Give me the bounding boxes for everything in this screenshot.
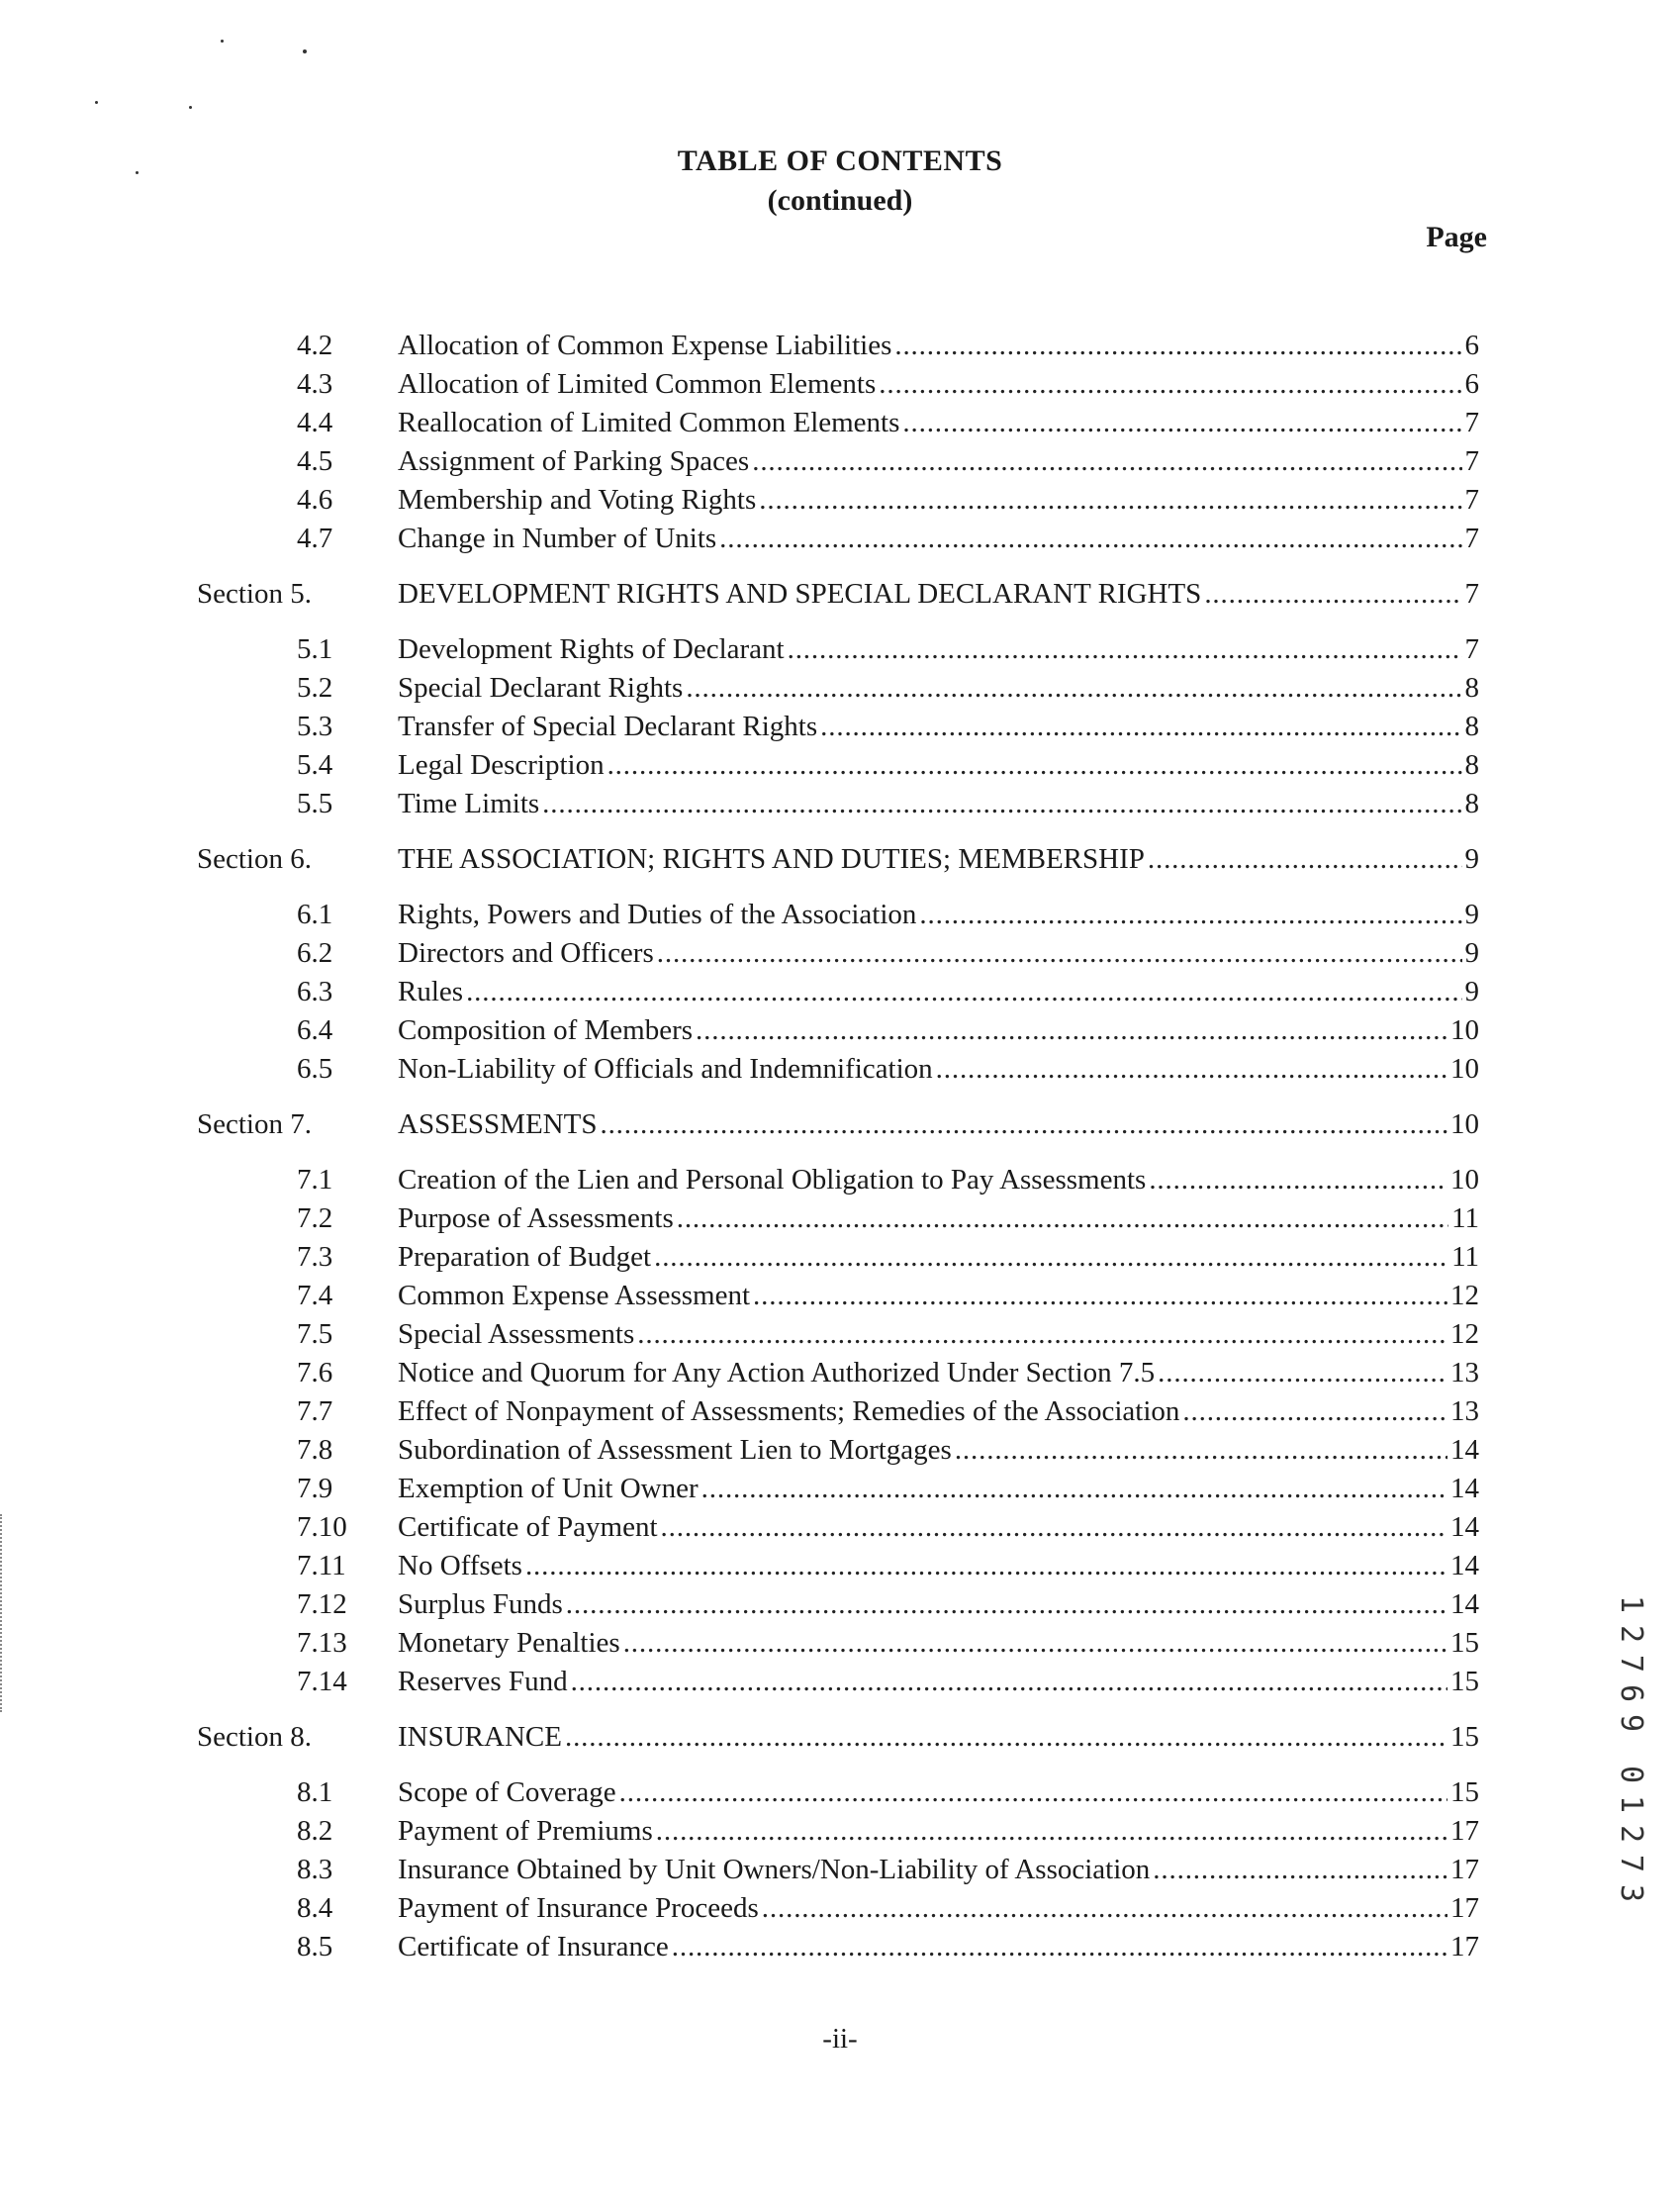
- page-number: -ii-: [822, 2023, 858, 2055]
- toc-entry-page: 7: [1464, 633, 1479, 665]
- dot-leader: [677, 1199, 1448, 1237]
- dot-leader: [661, 1508, 1447, 1546]
- toc-entry: [398, 1889, 1479, 1927]
- toc-entry-page: 15: [1450, 1776, 1479, 1808]
- dot-leader: [753, 1277, 1447, 1314]
- toc-entry-title: Common Expense Assessment: [398, 1280, 751, 1311]
- dot-leader: [525, 1547, 1447, 1584]
- toc-entry-page: 8: [1464, 788, 1479, 819]
- toc-entry-number: 5.1: [297, 633, 333, 665]
- toc-entry-page: 11: [1451, 1241, 1479, 1273]
- toc-entry-number: 6.1: [297, 899, 333, 930]
- toc-entry-title: Payment of Premiums: [398, 1815, 653, 1847]
- toc-entry-row: [0, 1431, 1680, 1469]
- toc-entry-row: [0, 1928, 1680, 1965]
- toc-entry: [398, 404, 1479, 441]
- toc-entry: [398, 1199, 1479, 1237]
- toc-entry-row: [0, 1315, 1680, 1353]
- toc-entry: [398, 327, 1479, 364]
- dot-leader: [762, 1889, 1447, 1927]
- dot-leader: [607, 746, 1462, 784]
- toc-entry-title: Allocation of Limited Common Elements: [398, 368, 877, 400]
- dot-leader: [565, 1718, 1447, 1756]
- toc-entry-page: 9: [1464, 899, 1479, 930]
- toc-entry: [398, 840, 1479, 878]
- margin-stamp: [1611, 1589, 1650, 1930]
- dot-leader: [1158, 1354, 1447, 1391]
- margin-stamp-digit: 1: [1614, 1594, 1648, 1614]
- toc-entry-row: [0, 1889, 1680, 1927]
- toc-entry-title: No Offsets: [398, 1550, 522, 1581]
- toc-entry-page: 15: [1450, 1721, 1479, 1753]
- dot-leader: [894, 327, 1461, 364]
- toc-entry-page: 15: [1450, 1666, 1479, 1697]
- toc-entry-row: [0, 520, 1680, 557]
- toc-entry-page: 13: [1450, 1395, 1479, 1427]
- toc-entry: [398, 1161, 1479, 1198]
- dot-leader: [1182, 1392, 1447, 1430]
- dot-leader: [759, 481, 1461, 519]
- toc-entry-row: [0, 896, 1680, 933]
- toc-entry-number: 4.6: [297, 484, 333, 516]
- toc-entry-number: 7.12: [297, 1588, 347, 1620]
- toc-entry: [398, 1585, 1479, 1623]
- margin-stamp-digit: 7: [1614, 1654, 1648, 1674]
- toc-entry: [398, 481, 1479, 519]
- toc-entry-number: 4.4: [297, 407, 333, 438]
- toc-entry-page: 7: [1464, 445, 1479, 477]
- toc-entry-row: [0, 934, 1680, 972]
- toc-section-row: [0, 1718, 1680, 1756]
- toc-entry-page: 8: [1464, 711, 1479, 742]
- toc-entry-number: 8.5: [297, 1931, 333, 1962]
- dot-leader: [820, 708, 1461, 745]
- toc-entry: [398, 1431, 1479, 1469]
- toc-entry: [398, 442, 1479, 480]
- toc-entry-title: Membership and Voting Rights: [398, 484, 757, 516]
- toc-entry-title: Monetary Penalties: [398, 1627, 620, 1659]
- toc-entry-page: 14: [1450, 1588, 1479, 1620]
- toc-entry: [398, 896, 1479, 933]
- toc-entry-title: Exemption of Unit Owner: [398, 1473, 699, 1504]
- toc-entry-title: Certificate of Payment: [398, 1511, 658, 1543]
- toc-entry-number: 7.3: [297, 1241, 333, 1273]
- toc-entry-title: Assignment of Parking Spaces: [398, 445, 750, 477]
- toc-entry-number: 7.6: [297, 1357, 333, 1388]
- toc-entry: [398, 708, 1479, 745]
- dot-leader: [936, 1050, 1447, 1088]
- toc-entry-number: 7.5: [297, 1318, 333, 1350]
- toc-entry-number: 6.5: [297, 1053, 333, 1085]
- toc-entry-title: Time Limits: [398, 788, 540, 819]
- toc-entry-title: Creation of the Lien and Personal Obligation to Pay Assessments: [398, 1164, 1147, 1196]
- dot-leader: [542, 785, 1461, 822]
- toc-entry-title: Certificate of Insurance: [398, 1931, 669, 1962]
- dot-leader: [719, 520, 1461, 557]
- toc-entry-row: [0, 1508, 1680, 1546]
- toc-entry-row: [0, 1624, 1680, 1662]
- toc-entry-number: 7.2: [297, 1202, 333, 1234]
- toc-entry-page: 8: [1464, 672, 1479, 704]
- toc-entry-row: [0, 785, 1680, 822]
- dot-leader: [566, 1585, 1447, 1623]
- dot-leader: [623, 1624, 1447, 1662]
- toc-entry-row: [0, 1812, 1680, 1850]
- margin-stamp-digit: 2: [1614, 1624, 1648, 1644]
- toc-entry: [398, 1812, 1479, 1850]
- toc-entry-number: 8.4: [297, 1892, 333, 1924]
- dot-leader: [902, 404, 1461, 441]
- toc-entry-number: 4.3: [297, 368, 333, 400]
- dot-leader: [1149, 1161, 1447, 1198]
- toc-entry-title: Allocation of Common Expense Liabilities: [398, 330, 892, 361]
- toc-entry-title: Surplus Funds: [398, 1588, 563, 1620]
- toc-entry-page: 14: [1450, 1473, 1479, 1504]
- toc-section-row: [0, 575, 1680, 613]
- toc-entry-title: Non-Liability of Officials and Indemnification: [398, 1053, 933, 1085]
- toc-entry-number: Section 5.: [197, 578, 312, 610]
- toc-entry-row: [0, 1011, 1680, 1049]
- toc-entry-page: 10: [1450, 1108, 1479, 1140]
- toc-entry-page: 13: [1450, 1357, 1479, 1388]
- toc-entry-page: 7: [1464, 407, 1479, 438]
- dot-leader: [637, 1315, 1447, 1353]
- toc-entry-number: 7.14: [297, 1666, 347, 1697]
- dot-leader: [1153, 1851, 1447, 1888]
- toc-entry-number: 8.2: [297, 1815, 333, 1847]
- dot-leader: [672, 1928, 1447, 1965]
- margin-stamp-digit: 6: [1614, 1683, 1648, 1703]
- dot-leader: [752, 442, 1461, 480]
- toc-entry-row: [0, 1354, 1680, 1391]
- toc-section-row: [0, 840, 1680, 878]
- toc-entry-title: Purpose of Assessments: [398, 1202, 674, 1234]
- toc-entry-page: 14: [1450, 1511, 1479, 1543]
- toc-entry: [398, 1718, 1479, 1756]
- toc-entry-number: Section 8.: [197, 1721, 312, 1753]
- toc-entry-number: 8.3: [297, 1854, 333, 1885]
- dot-leader: [701, 1470, 1447, 1507]
- toc-entry-title: Directors and Officers: [398, 937, 654, 969]
- toc-entry-row: [0, 708, 1680, 745]
- toc-entry-number: 4.5: [297, 445, 333, 477]
- toc-entry-title: Payment of Insurance Proceeds: [398, 1892, 759, 1924]
- toc-entry-page: 9: [1464, 937, 1479, 969]
- toc-entry-row: [0, 1585, 1680, 1623]
- toc-entry-row: [0, 442, 1680, 480]
- toc-entry-title: Insurance Obtained by Unit Owners/Non-Liability of Association: [398, 1854, 1151, 1885]
- toc-entry-number: 4.2: [297, 330, 333, 361]
- toc-entry-row: [0, 327, 1680, 364]
- toc-section-row: [0, 1105, 1680, 1143]
- toc-entry-page: 11: [1451, 1202, 1479, 1234]
- toc-entry-row: [0, 669, 1680, 707]
- toc-entry: [398, 1624, 1479, 1662]
- toc-entry: [398, 630, 1479, 668]
- toc-entry-row: [0, 1161, 1680, 1198]
- toc-entry-number: 7.4: [297, 1280, 333, 1311]
- toc-entry-page: 10: [1450, 1053, 1479, 1085]
- toc-entry: [398, 365, 1479, 403]
- toc-entry: [398, 973, 1479, 1010]
- toc-entry-number: 5.2: [297, 672, 333, 704]
- toc-entry: [398, 1663, 1479, 1700]
- toc-entry-page: 6: [1464, 330, 1479, 361]
- toc-entry: [398, 785, 1479, 822]
- toc-entry-row: [0, 1050, 1680, 1088]
- toc-entry-title: Change in Number of Units: [398, 523, 717, 554]
- toc-entry-row: [0, 630, 1680, 668]
- toc-entry-row: [0, 973, 1680, 1010]
- toc-entry-page: 12: [1450, 1280, 1479, 1311]
- toc-entry-row: [0, 1663, 1680, 1700]
- toc-entry-page: 17: [1450, 1931, 1479, 1962]
- toc-entry: [398, 1508, 1479, 1546]
- toc-entry-number: 7.13: [297, 1627, 347, 1659]
- toc-entry-row: [0, 481, 1680, 519]
- toc-entry-title: Reserves Fund: [398, 1666, 568, 1697]
- toc-entry-row: [0, 1470, 1680, 1507]
- dot-leader: [656, 1812, 1447, 1850]
- margin-stamp-digit: 7: [1614, 1854, 1648, 1873]
- margin-stamp-digit: 1: [1614, 1794, 1648, 1814]
- toc-entry-page: 8: [1464, 749, 1479, 781]
- toc-entry-title: Rights, Powers and Duties of the Association: [398, 899, 917, 930]
- toc-entry-title: ASSESSMENTS: [398, 1108, 598, 1140]
- dot-leader: [919, 896, 1461, 933]
- toc-entry: [398, 575, 1479, 613]
- toc-entry-number: 7.10: [297, 1511, 347, 1543]
- toc-entry: [398, 1011, 1479, 1049]
- margin-stamp-digit: 0: [1614, 1765, 1648, 1784]
- margin-stamp-group: [1611, 1760, 1650, 1908]
- dot-leader: [657, 934, 1462, 972]
- toc-entry-page: 12: [1450, 1318, 1479, 1350]
- dot-leader: [686, 669, 1461, 707]
- toc-entry-row: [0, 1199, 1680, 1237]
- dot-leader: [654, 1238, 1448, 1276]
- toc-entry-title: Preparation of Budget: [398, 1241, 652, 1273]
- toc-entry-number: 7.7: [297, 1395, 333, 1427]
- toc-entry-title: Reallocation of Limited Common Elements: [398, 407, 900, 438]
- dot-leader: [571, 1663, 1447, 1700]
- toc-entry-title: THE ASSOCIATION; RIGHTS AND DUTIES; MEMBERSHIP: [398, 843, 1145, 875]
- toc-entry-row: [0, 1547, 1680, 1584]
- toc-entry-row: [0, 1851, 1680, 1888]
- toc-entry-number: 5.5: [297, 788, 333, 819]
- toc-entry-page: 7: [1464, 523, 1479, 554]
- toc-entry-row: [0, 1277, 1680, 1314]
- dot-leader: [788, 630, 1462, 668]
- toc-entry-row: [0, 365, 1680, 403]
- toc-entry: [398, 1238, 1479, 1276]
- toc-entry-number: 8.1: [297, 1776, 333, 1808]
- toc-subtitle: (continued): [767, 184, 913, 217]
- dot-leader: [1148, 840, 1462, 878]
- toc-entry: [398, 520, 1479, 557]
- toc-entry: [398, 1547, 1479, 1584]
- toc-entry-page: 17: [1450, 1892, 1479, 1924]
- toc-entry-number: 6.2: [297, 937, 333, 969]
- toc-entry-row: [0, 746, 1680, 784]
- toc-entry: [398, 1105, 1479, 1143]
- margin-stamp-group: [1611, 1589, 1650, 1738]
- toc-entry-title: Scope of Coverage: [398, 1776, 616, 1808]
- toc-entry-row: [0, 1773, 1680, 1811]
- toc-entry-page: 9: [1464, 976, 1479, 1007]
- toc-title: TABLE OF CONTENTS: [677, 144, 1003, 177]
- toc-entry: [398, 746, 1479, 784]
- toc-entry-title: Special Declarant Rights: [398, 672, 684, 704]
- toc-entry-page: 9: [1464, 843, 1479, 875]
- margin-stamp-digit: 3: [1614, 1883, 1648, 1903]
- toc-entry-row: [0, 1238, 1680, 1276]
- toc-entry-title: Rules: [398, 976, 464, 1007]
- toc-entry: [398, 1470, 1479, 1507]
- toc-entry: [398, 669, 1479, 707]
- dot-leader: [955, 1431, 1447, 1469]
- toc-entry-page: 10: [1450, 1014, 1479, 1046]
- toc-entry-page: 10: [1450, 1164, 1479, 1196]
- dot-leader: [696, 1011, 1447, 1049]
- toc-entry-page: 17: [1450, 1815, 1479, 1847]
- toc-entry-page: 15: [1450, 1627, 1479, 1659]
- page-column-label: Page: [1426, 221, 1487, 253]
- toc-entry-page: 7: [1464, 484, 1479, 516]
- dot-leader: [600, 1105, 1447, 1143]
- toc-entry-page: 7: [1464, 578, 1479, 610]
- toc-entry-row: [0, 1392, 1680, 1430]
- toc-entry-page: 6: [1464, 368, 1479, 400]
- toc-entry-number: 7.9: [297, 1473, 333, 1504]
- toc-entry-title: Notice and Quorum for Any Action Authorized Under Section 7.5: [398, 1357, 1156, 1388]
- toc-entry-title: DEVELOPMENT RIGHTS AND SPECIAL DECLARANT RIGHTS: [398, 578, 1202, 610]
- toc-entry-number: Section 6.: [197, 843, 312, 875]
- toc-entry: [398, 1392, 1479, 1430]
- toc-entry-title: Subordination of Assessment Lien to Mortgages: [398, 1434, 952, 1466]
- margin-stamp-digit: 9: [1614, 1713, 1648, 1733]
- toc-entry-page: 17: [1450, 1854, 1479, 1885]
- toc-entry-title: Special Assessments: [398, 1318, 635, 1350]
- toc-entry: [398, 934, 1479, 972]
- toc-entry-number: 7.11: [297, 1550, 346, 1581]
- toc-entry-page: 14: [1450, 1434, 1479, 1466]
- toc-entry-row: [0, 404, 1680, 441]
- toc-entry-number: Section 7.: [197, 1108, 312, 1140]
- toc-entry: [398, 1928, 1479, 1965]
- toc-entry-number: 5.3: [297, 711, 333, 742]
- toc-entry-title: Legal Description: [398, 749, 605, 781]
- toc-entry-title: Transfer of Special Declarant Rights: [398, 711, 818, 742]
- toc-entry: [398, 1851, 1479, 1888]
- toc-entry: [398, 1277, 1479, 1314]
- toc-entry-number: 7.1: [297, 1164, 333, 1196]
- toc-entry-number: 6.4: [297, 1014, 333, 1046]
- margin-stamp-digit: 2: [1614, 1824, 1648, 1844]
- toc-entry-number: 6.3: [297, 976, 333, 1007]
- toc-entry: [398, 1354, 1479, 1391]
- dot-leader: [879, 365, 1461, 403]
- toc-entry-number: 4.7: [297, 523, 333, 554]
- toc-entry-title: Effect of Nonpayment of Assessments; Remedies of the Association: [398, 1395, 1180, 1427]
- toc-entry-title: INSURANCE: [398, 1721, 562, 1753]
- toc-entry-title: Development Rights of Declarant: [398, 633, 785, 665]
- toc-entry-number: 7.8: [297, 1434, 333, 1466]
- dot-leader: [619, 1773, 1447, 1811]
- toc-entry-number: 5.4: [297, 749, 333, 781]
- dot-leader: [1204, 575, 1461, 613]
- toc-entry: [398, 1050, 1479, 1088]
- toc-entry: [398, 1315, 1479, 1353]
- toc-entry: [398, 1773, 1479, 1811]
- dot-leader: [466, 973, 1461, 1010]
- toc-entry-title: Composition of Members: [398, 1014, 694, 1046]
- toc-entry-page: 14: [1450, 1550, 1479, 1581]
